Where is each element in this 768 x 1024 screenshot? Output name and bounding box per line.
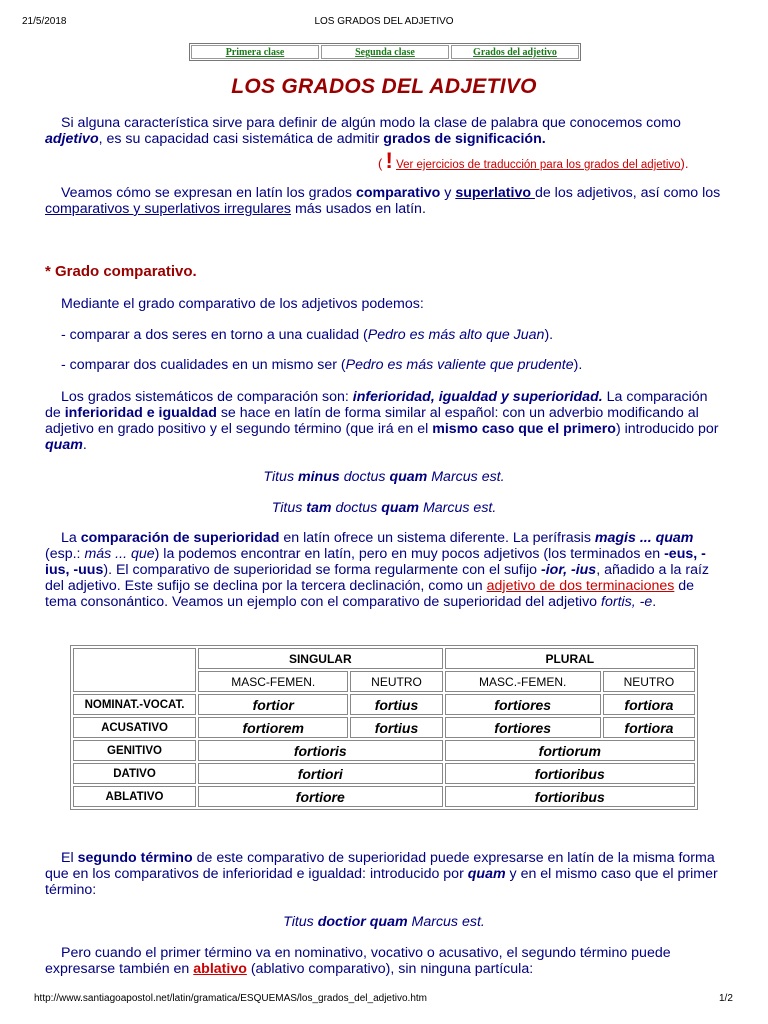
second-term-paragraph: El segundo término de este comparativo de superioridad puede expresarse en latín de la misma forma que en los comparativos de inferioridad e igualdad: introducido por quam y en el mismo caso que el primer término: <box>45 850 718 898</box>
table-row <box>73 763 695 784</box>
nav-link-first-class[interactable]: Primera clase <box>191 45 319 59</box>
ablative-link[interactable]: ablativo <box>193 961 247 977</box>
case-label: DATIVO <box>73 763 196 784</box>
table-row <box>73 740 695 761</box>
form-cell: fortiori <box>198 763 443 784</box>
comparative-use-2: - comparar dos cualidades en un mismo ser (Pedro es más valiente que prudente). <box>61 357 583 373</box>
subheader: MASC.-FEMEN. <box>445 671 601 692</box>
table-row <box>73 717 695 738</box>
print-page-title: LOS GRADOS DEL ADJETIVO <box>314 16 454 27</box>
subheader: NEUTRO <box>350 671 442 692</box>
form-cell: fortiore <box>198 786 443 807</box>
form-cell: fortiorem <box>198 717 348 738</box>
comparative-use-1: - comparar a dos seres en torno a una cualidad (Pedro es más alto que Juan). <box>61 327 554 343</box>
example-doctior: Titus doctior quam Marcus est. <box>283 914 485 930</box>
case-label: ACUSATIVO <box>73 717 196 738</box>
exercises-link[interactable]: Ver ejercicios de traducción para los grados del adjetivo <box>396 159 681 171</box>
subheader: MASC-FEMEN. <box>198 671 348 692</box>
case-label: ABLATIVO <box>73 786 196 807</box>
declension-table <box>70 645 698 810</box>
footer-url: http://www.santiagoapostol.net/latin/gramatica/ESQUEMAS/los_grados_del_adjetivo.htm <box>34 993 427 1004</box>
form-cell: fortius <box>350 694 442 715</box>
form-cell: fortiores <box>445 694 601 715</box>
superlative-link[interactable]: superlativo <box>455 185 535 201</box>
form-cell: fortiora <box>603 717 695 738</box>
nav-link-adjective-degrees[interactable]: Grados del adjetivo <box>451 45 579 59</box>
form-cell: fortioris <box>198 740 443 761</box>
subheader: NEUTRO <box>603 671 695 692</box>
case-label: NOMINAT.-VOCAT. <box>73 694 196 715</box>
exercise-link-line: ( ! Ver ejercicios de traducción para los grados del adjetivo). <box>378 148 689 173</box>
table-row <box>73 786 695 807</box>
section-heading-comparative: * Grado comparativo. <box>45 263 197 280</box>
footer-page-number: 1/2 <box>719 993 733 1004</box>
print-date: 21/5/2018 <box>22 16 67 27</box>
plural-header: PLURAL <box>445 648 695 669</box>
table-corner <box>73 648 196 692</box>
superiority-paragraph: La comparación de superioridad en latín ofrece un sistema diferente. La perífrasis magis ... quam (esp.: más ... que) la podemos encontrar en latín, pero en muy pocos adjetivos (los terminados en -eus, -ius, -uus). El comparativo de superioridad se forma regularmente con el sufijo -ior, -ius, añadido a la raíz del adjetivo. Este sufijo se declina por la tercera declinación, como un adjetivo de dos terminaciones de tema consonántico. Veamos un ejemplo con el comparativo de superioridad del adjetivo fortis, -e. <box>45 530 709 610</box>
form-cell: fortiores <box>445 717 601 738</box>
two-endings-link[interactable]: adjetivo de dos terminaciones <box>486 578 675 594</box>
nav-bar <box>189 43 581 61</box>
degrees-paragraph: Los grados sistemáticos de comparación son: inferioridad, igualdad y superioridad. La comparación de inferioridad e igualdad se hace en latín de forma similar al español: con un adverbio modificando al adjetivo en grado positivo y el segundo término (que irá en el mismo caso que el primero) introducido por quam. <box>45 389 719 453</box>
form-cell: fortioribus <box>445 763 695 784</box>
form-cell: fortioribus <box>445 786 695 807</box>
irregular-link[interactable]: comparativos y superlativos irregulares <box>45 201 292 217</box>
form-cell: fortior <box>198 694 348 715</box>
grades-paragraph: Veamos cómo se expresan en latín los grados comparativo y superlativo de los adjetivos, así como los comparativos y superlativos irregulares más usados en latín. <box>45 185 721 217</box>
nav-link-second-class[interactable]: Segunda clase <box>321 45 449 59</box>
ablative-paragraph: Pero cuando el primer término va en nominativo, vocativo o acusativo, el segundo término puede expresarse también en ablativo (ablativo comparativo), sin ninguna partícula: <box>45 945 671 977</box>
comparative-intro: Mediante el grado comparativo de los adjetivos podemos: <box>61 296 424 312</box>
form-cell: fortiorum <box>445 740 695 761</box>
intro-paragraph: Si alguna característica sirve para definir de algún modo la clase de palabra que conocemos como adjetivo, es su capacidad casi sistemática de admitir grados de significación. <box>45 115 681 147</box>
singular-header: SINGULAR <box>198 648 443 669</box>
exclamation-icon: ! <box>385 148 393 173</box>
form-cell: fortius <box>350 717 442 738</box>
example-minus: Titus minus doctus quam Marcus est. <box>263 469 505 485</box>
form-cell: fortiora <box>603 694 695 715</box>
page-title: LOS GRADOS DEL ADJETIVO <box>231 75 537 98</box>
case-label: GENITIVO <box>73 740 196 761</box>
example-tam: Titus tam doctus quam Marcus est. <box>271 500 497 516</box>
table-row <box>73 694 695 715</box>
